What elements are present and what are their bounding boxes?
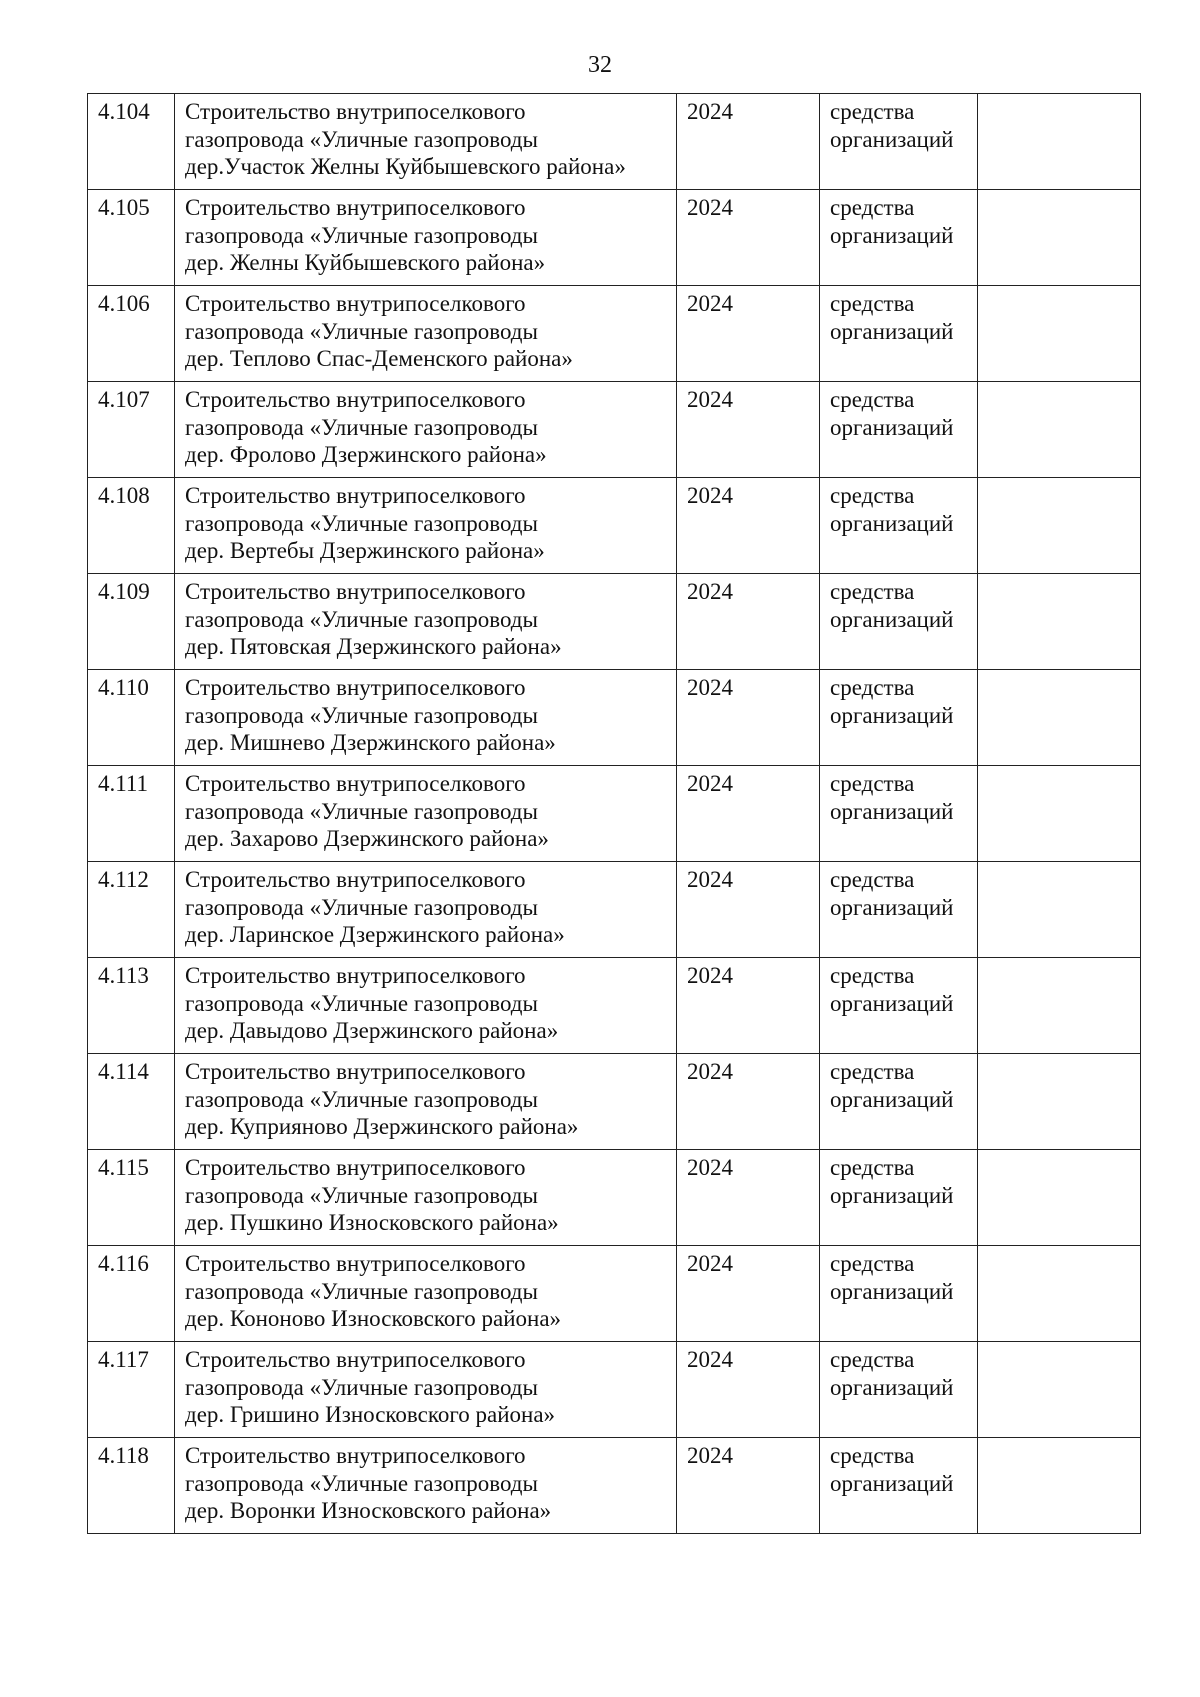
- empty-cell: [978, 382, 1141, 478]
- project-name-line: газопровода «Уличные газопроводы: [185, 798, 538, 824]
- program-table: [87, 93, 1141, 1534]
- project-name-line: дер. Куприяново Дзержинского района»: [185, 1114, 579, 1139]
- funding-source-line: организаций: [830, 606, 954, 632]
- table-row: [88, 958, 1141, 1054]
- funding-source-line: средства: [830, 963, 915, 988]
- funding-source-cell: [820, 286, 978, 382]
- project-name-line: дер. Теплово Спас-Деменского района»: [185, 346, 573, 371]
- funding-source-line: организаций: [830, 510, 954, 536]
- funding-source-cell: [820, 958, 978, 1054]
- year-cell: 2024: [677, 1342, 820, 1438]
- project-name-line: Строительство внутрипоселкового: [185, 771, 526, 796]
- row-number: 4.113: [88, 958, 175, 1054]
- table-row: [88, 382, 1141, 478]
- project-name-cell: [175, 958, 677, 1054]
- project-name-line: дер. Воронки Износковского района»: [185, 1498, 552, 1523]
- project-name-line: дер. Мишнево Дзержинского района»: [185, 730, 556, 755]
- empty-cell: [978, 862, 1141, 958]
- funding-source-line: организаций: [830, 702, 954, 728]
- funding-source-line: средства: [830, 867, 915, 892]
- project-name-line: газопровода «Уличные газопроводы: [185, 990, 538, 1016]
- table-row: [88, 670, 1141, 766]
- row-number: 4.104: [88, 94, 175, 190]
- year-cell: 2024: [677, 1438, 820, 1534]
- empty-cell: [978, 478, 1141, 574]
- project-name-cell: [175, 1246, 677, 1342]
- project-name-cell: [175, 1342, 677, 1438]
- year-cell: 2024: [677, 190, 820, 286]
- project-name-line: Строительство внутрипоселкового: [185, 1347, 526, 1372]
- year-cell: 2024: [677, 382, 820, 478]
- year-cell: 2024: [677, 670, 820, 766]
- empty-cell: [978, 1054, 1141, 1150]
- table-row: [88, 1342, 1141, 1438]
- funding-source-cell: [820, 1342, 978, 1438]
- table-row: [88, 574, 1141, 670]
- project-name-cell: [175, 766, 677, 862]
- funding-source-cell: [820, 766, 978, 862]
- project-name-cell: [175, 670, 677, 766]
- project-name-line: газопровода «Уличные газопроводы: [185, 894, 538, 920]
- empty-cell: [978, 574, 1141, 670]
- funding-source-line: средства: [830, 483, 915, 508]
- row-number: 4.118: [88, 1438, 175, 1534]
- project-name-line: дер. Фролово Дзержинского района»: [185, 442, 547, 467]
- year-cell: 2024: [677, 862, 820, 958]
- empty-cell: [978, 958, 1141, 1054]
- row-number: 4.110: [88, 670, 175, 766]
- funding-source-line: организаций: [830, 126, 954, 152]
- funding-source-line: организаций: [830, 894, 954, 920]
- row-number: 4.108: [88, 478, 175, 574]
- funding-source-line: средства: [830, 579, 915, 604]
- project-name-line: дер. Захарово Дзержинского района»: [185, 826, 549, 851]
- project-name-line: Строительство внутрипоселкового: [185, 99, 526, 124]
- funding-source-cell: [820, 478, 978, 574]
- project-name-line: дер. Ларинское Дзержинского района»: [185, 922, 565, 947]
- funding-source-cell: [820, 862, 978, 958]
- funding-source-line: организаций: [830, 222, 954, 248]
- empty-cell: [978, 1438, 1141, 1534]
- empty-cell: [978, 766, 1141, 862]
- table-row: [88, 766, 1141, 862]
- empty-cell: [978, 1246, 1141, 1342]
- page-number: 32: [588, 52, 612, 78]
- empty-cell: [978, 94, 1141, 190]
- funding-source-cell: [820, 1054, 978, 1150]
- project-name-line: дер. Пятовская Дзержинского района»: [185, 634, 562, 659]
- project-name-line: дер. Желны Куйбышевского района»: [185, 250, 546, 275]
- project-name-line: газопровода «Уличные газопроводы: [185, 318, 538, 344]
- project-name-cell: [175, 478, 677, 574]
- project-name-line: дер. Гришино Износковского района»: [185, 1402, 556, 1427]
- project-name-line: Строительство внутрипоселкового: [185, 195, 526, 220]
- funding-source-line: средства: [830, 1347, 915, 1372]
- row-number: 4.111: [88, 766, 175, 862]
- project-name-line: газопровода «Уличные газопроводы: [185, 510, 538, 536]
- empty-cell: [978, 670, 1141, 766]
- funding-source-cell: [820, 190, 978, 286]
- funding-source-cell: [820, 382, 978, 478]
- project-name-line: Строительство внутрипоселкового: [185, 1059, 526, 1084]
- funding-source-cell: [820, 1150, 978, 1246]
- empty-cell: [978, 190, 1141, 286]
- project-name-line: газопровода «Уличные газопроводы: [185, 126, 538, 152]
- table-row: [88, 862, 1141, 958]
- year-cell: 2024: [677, 1150, 820, 1246]
- project-name-line: газопровода «Уличные газопроводы: [185, 222, 538, 248]
- project-name-line: Строительство внутрипоселкового: [185, 675, 526, 700]
- year-cell: 2024: [677, 958, 820, 1054]
- table-row: [88, 1054, 1141, 1150]
- table-row: [88, 478, 1141, 574]
- funding-source-cell: [820, 670, 978, 766]
- funding-source-line: средства: [830, 1443, 915, 1468]
- project-name-cell: [175, 1054, 677, 1150]
- funding-source-line: средства: [830, 675, 915, 700]
- project-name-line: газопровода «Уличные газопроводы: [185, 1470, 538, 1496]
- year-cell: 2024: [677, 1054, 820, 1150]
- project-name-line: газопровода «Уличные газопроводы: [185, 414, 538, 440]
- funding-source-line: организаций: [830, 1182, 954, 1208]
- funding-source-line: средства: [830, 771, 915, 796]
- funding-source-line: организаций: [830, 318, 954, 344]
- empty-cell: [978, 1150, 1141, 1246]
- project-name-line: Строительство внутрипоселкового: [185, 1251, 526, 1276]
- project-name-line: дер. Давыдово Дзержинского района»: [185, 1018, 559, 1043]
- project-name-line: Строительство внутрипоселкового: [185, 867, 526, 892]
- project-name-line: газопровода «Уличные газопроводы: [185, 702, 538, 728]
- funding-source-line: организаций: [830, 798, 954, 824]
- funding-source-line: средства: [830, 1251, 915, 1276]
- row-number: 4.116: [88, 1246, 175, 1342]
- project-name-line: газопровода «Уличные газопроводы: [185, 1374, 538, 1400]
- funding-source-line: средства: [830, 99, 915, 124]
- year-cell: 2024: [677, 94, 820, 190]
- project-name-line: дер. Кононово Износковского района»: [185, 1306, 562, 1331]
- year-cell: 2024: [677, 286, 820, 382]
- project-name-cell: [175, 1150, 677, 1246]
- row-number: 4.115: [88, 1150, 175, 1246]
- project-name-line: дер. Пушкино Износковского района»: [185, 1210, 559, 1235]
- project-name-cell: [175, 190, 677, 286]
- project-name-line: газопровода «Уличные газопроводы: [185, 606, 538, 632]
- project-name-line: Строительство внутрипоселкового: [185, 579, 526, 604]
- empty-cell: [978, 1342, 1141, 1438]
- funding-source-line: организаций: [830, 1278, 954, 1304]
- table-row: [88, 94, 1141, 190]
- funding-source-line: средства: [830, 1059, 915, 1084]
- row-number: 4.107: [88, 382, 175, 478]
- row-number: 4.114: [88, 1054, 175, 1150]
- row-number: 4.105: [88, 190, 175, 286]
- funding-source-line: средства: [830, 387, 915, 412]
- funding-source-cell: [820, 574, 978, 670]
- project-name-cell: [175, 574, 677, 670]
- project-name-line: дер. Вертебы Дзержинского района»: [185, 538, 545, 563]
- row-number: 4.106: [88, 286, 175, 382]
- funding-source-cell: [820, 94, 978, 190]
- table-row: [88, 1246, 1141, 1342]
- year-cell: 2024: [677, 766, 820, 862]
- table-row: [88, 190, 1141, 286]
- table-row: [88, 1438, 1141, 1534]
- project-name-cell: [175, 94, 677, 190]
- table-row: [88, 286, 1141, 382]
- project-name-line: газопровода «Уличные газопроводы: [185, 1086, 538, 1112]
- empty-cell: [978, 286, 1141, 382]
- year-cell: 2024: [677, 574, 820, 670]
- row-number: 4.112: [88, 862, 175, 958]
- project-name-line: Строительство внутрипоселкового: [185, 291, 526, 316]
- row-number: 4.117: [88, 1342, 175, 1438]
- year-cell: 2024: [677, 1246, 820, 1342]
- project-name-line: Строительство внутрипоселкового: [185, 1443, 526, 1468]
- table-row: [88, 1150, 1141, 1246]
- project-name-line: газопровода «Уличные газопроводы: [185, 1278, 538, 1304]
- funding-source-line: организаций: [830, 1470, 954, 1496]
- table-body: [88, 94, 1141, 1534]
- funding-source-line: организаций: [830, 1086, 954, 1112]
- funding-source-line: организаций: [830, 990, 954, 1016]
- funding-source-line: организаций: [830, 414, 954, 440]
- row-number: 4.109: [88, 574, 175, 670]
- funding-source-cell: [820, 1438, 978, 1534]
- funding-source-line: средства: [830, 195, 915, 220]
- funding-source-line: организаций: [830, 1374, 954, 1400]
- project-name-cell: [175, 1438, 677, 1534]
- project-name-line: Строительство внутрипоселкового: [185, 483, 526, 508]
- year-cell: 2024: [677, 478, 820, 574]
- project-name-cell: [175, 382, 677, 478]
- project-name-line: Строительство внутрипоселкового: [185, 387, 526, 412]
- funding-source-line: средства: [830, 1155, 915, 1180]
- project-name-cell: [175, 286, 677, 382]
- project-name-line: Строительство внутрипоселкового: [185, 963, 526, 988]
- project-name-line: дер.Участок Желны Куйбышевского района»: [185, 154, 626, 179]
- project-name-line: газопровода «Уличные газопроводы: [185, 1182, 538, 1208]
- project-name-cell: [175, 862, 677, 958]
- project-name-line: Строительство внутрипоселкового: [185, 1155, 526, 1180]
- funding-source-line: средства: [830, 291, 915, 316]
- funding-source-cell: [820, 1246, 978, 1342]
